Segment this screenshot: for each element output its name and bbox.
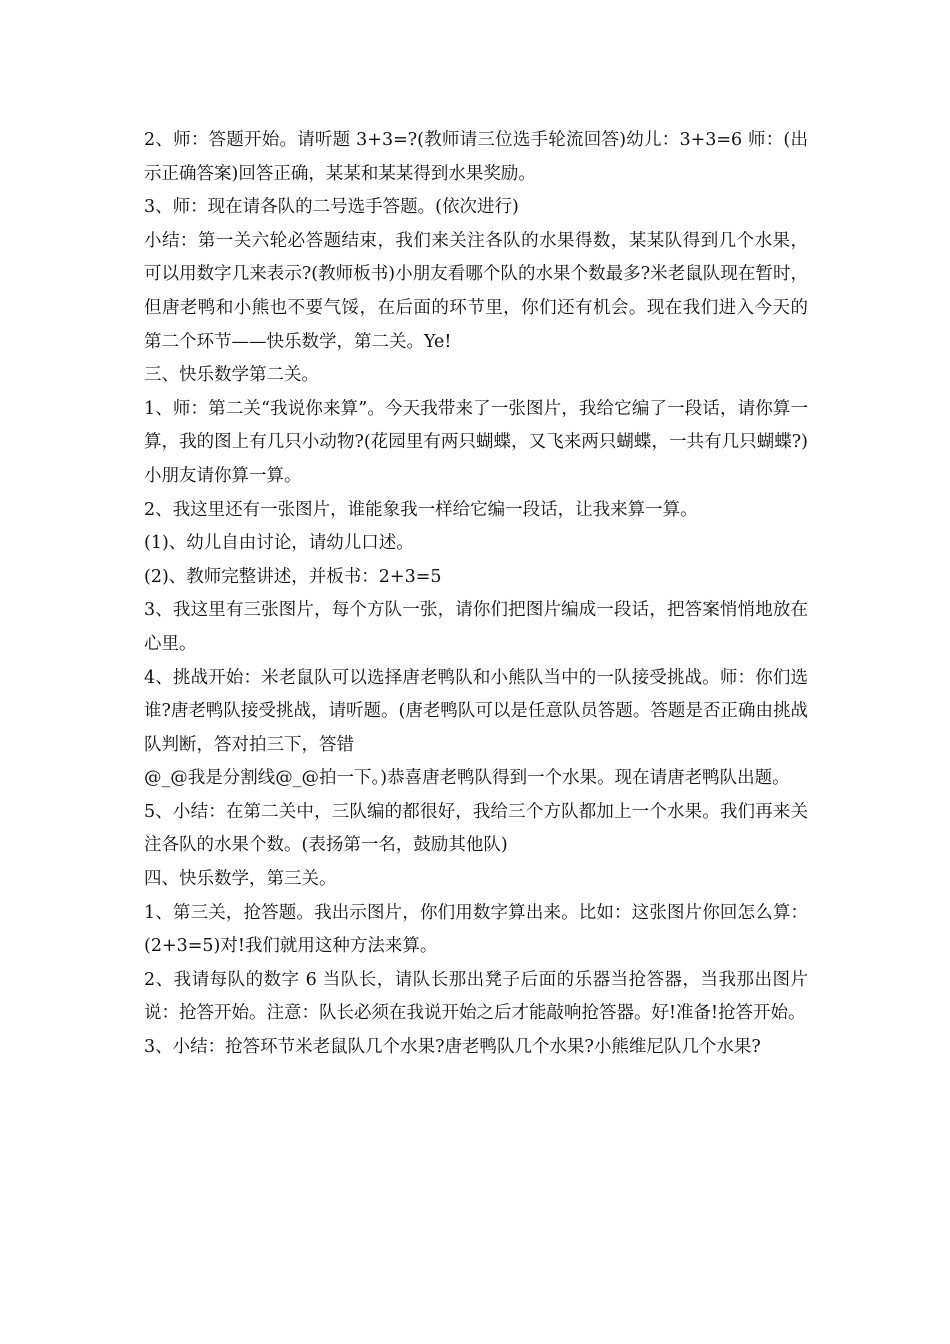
paragraph-teacher-narration: (2)、教师完整讲述，并板书：2+3=5 bbox=[144, 566, 442, 587]
paragraph-quick-answer: 1、第三关，抢答题。我出示图片，你们用数字算出来。比如：这张图片你回怎么算：(2+3=5)对!我们就用这种方法来算。 bbox=[144, 902, 808, 957]
paragraph-second-contestant: 3、师：现在请各队的二号选手答题。(依次进行) bbox=[144, 197, 519, 218]
paragraph-team-captain: 2、我请每队的数字 6 当队长，请队长那出凳子后面的乐器当抢答器，当我那出图片说：抢答开始。注意：队长必须在我说开始之后才能敲响抢答器。好!准备!抢答开始。 bbox=[144, 969, 808, 1024]
paragraph-summary-quick-answer: 3、小结：抢答环节米老鼠队几个水果?唐老鸭队几个水果?小熊维尼队几个水果? bbox=[144, 1037, 761, 1058]
paragraph-divider-line: @_@我是分割线@_@拍一下。)恭喜唐老鸭队得到一个水果。现在请唐老鸭队出题。 bbox=[144, 768, 790, 789]
paragraph-answer-start: 2、师：答题开始。请听题 3+3=?(教师请三位选手轮流回答)幼儿：3+3=6 师：(出示正确答案)回答正确，某某和某某得到水果奖励。 bbox=[144, 130, 808, 184]
paragraph-summary-level-two: 5、小结：在第二关中，三队编的都很好，我给三个方队都加上一个水果。我们再来关注各队的水果个数。(表扬第一名，鼓励其他队) bbox=[144, 801, 808, 856]
paragraph-free-discussion: (1)、幼儿自由讨论，请幼儿口述。 bbox=[144, 533, 414, 554]
document-body bbox=[144, 124, 808, 1065]
paragraph-three-pictures: 3、我这里有三张图片，每个方队一张，请你们把图片编成一段话，把答案悄悄地放在心里。 bbox=[144, 600, 808, 654]
paragraph-challenge-start: 4、挑战开始：米老鼠队可以选择唐老鸭队和小熊队当中的一队接受挑战。师：你们选谁?唐老鸭队接受挑战，请听题。(唐老鸭队可以是任意队员答题。答题是否正确由挑战队判断，答对拍三下，答错 bbox=[144, 667, 808, 755]
paragraph-summary-level-one: 小结：第一关六轮必答题结束，我们来关注各队的水果得数，某某队得到几个水果，可以用数字几来表示?(教师板书)小朋友看哪个队的水果个数最多?米老鼠队现在暂时，但唐老鸭和小熊也不要气馁，在后面的环节里，你们还有机会。现在我们进入今天的第二个环节——快乐数学，第二关。Ye! bbox=[144, 230, 808, 352]
paragraph-i-say-you-calc: 1、师：第二关“我说你来算”。今天我带来了一张图片，我给它编了一段话，请你算一算，我的图上有几只小动物?(花园里有两只蝴蝶，又飞来两只蝴蝶，一共有几只蝴蝶?)小朋友请你算一算。 bbox=[144, 398, 808, 486]
paragraph-another-picture: 2、我这里还有一张图片，谁能象我一样给它编一段话，让我来算一算。 bbox=[144, 499, 698, 520]
section-heading-level-three: 四、快乐数学，第三关。 bbox=[144, 869, 337, 890]
section-heading-level-two: 三、快乐数学第二关。 bbox=[144, 365, 319, 386]
